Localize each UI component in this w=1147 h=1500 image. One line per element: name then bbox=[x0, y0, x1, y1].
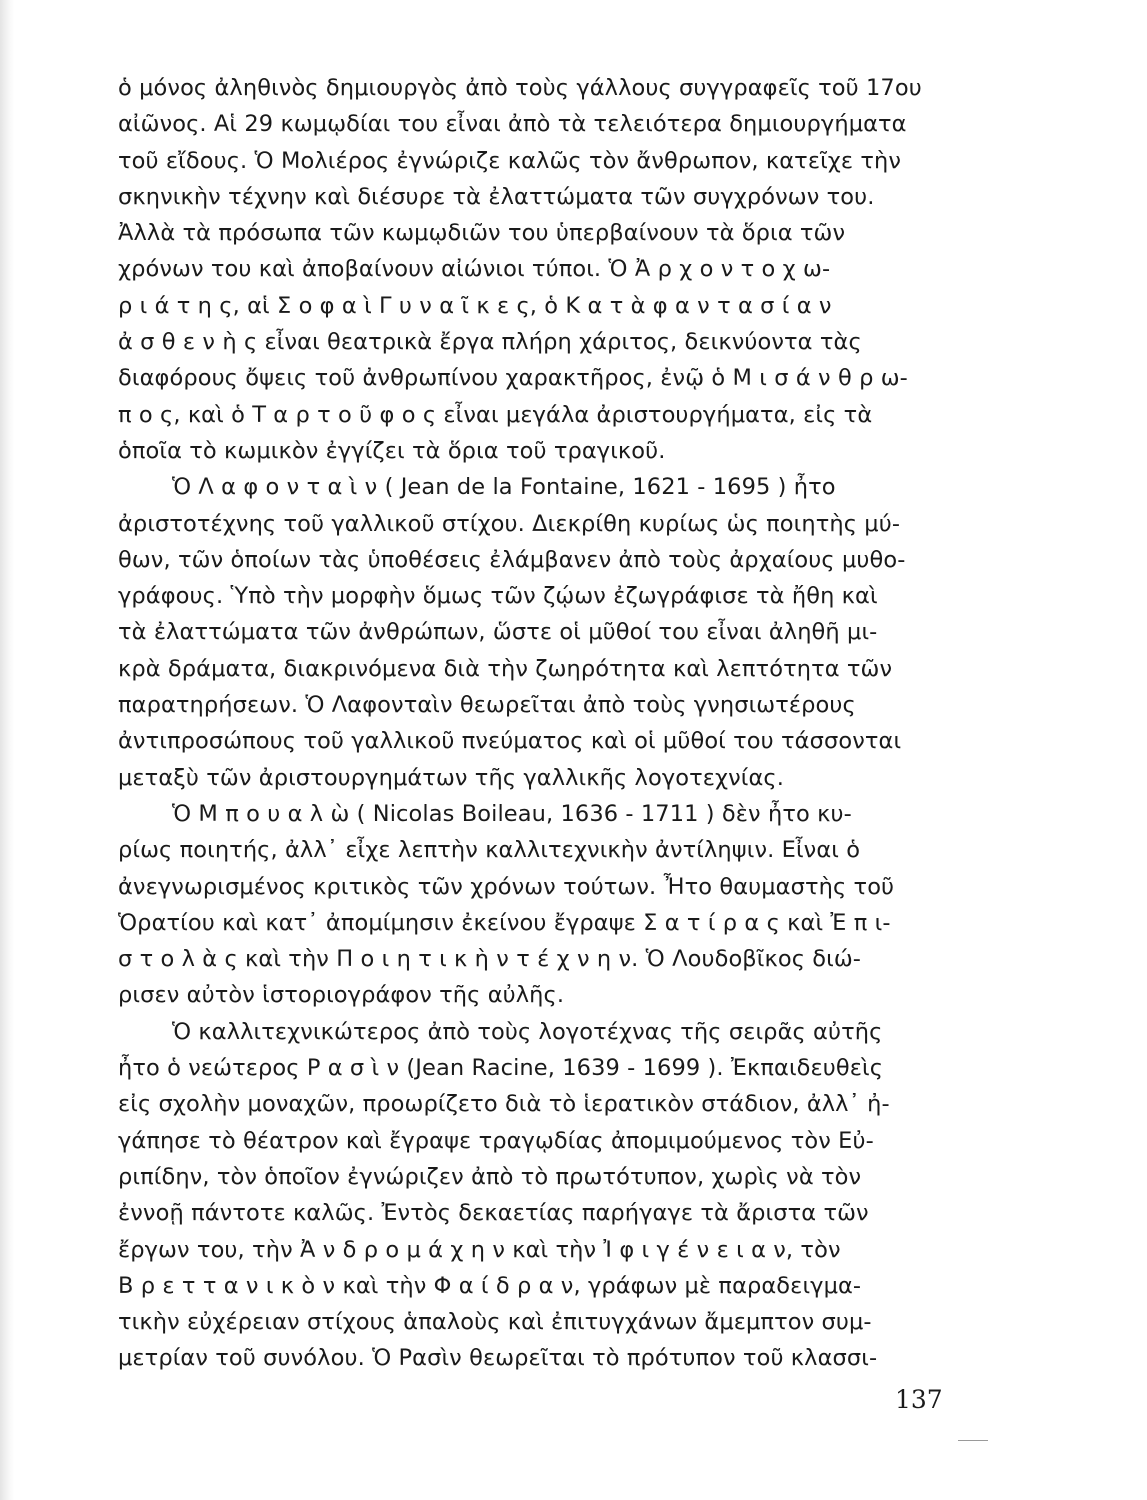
text-line: ρίως ποιητής, ἀλλ᾽ εἶχε λεπτὴν καλλιτεχνικὴν ἀντίληψιν. Εἶναι ὁ bbox=[118, 837, 861, 864]
text-line: γράφους. Ὑπὸ τὴν μορφὴν ὅμως τῶν ζῴων ἐζωγράφισε τὰ ἤθη καὶ bbox=[118, 583, 878, 610]
corner-mark bbox=[958, 1440, 988, 1441]
text-line: ἀνεγνωρισμένος κριτικὸς τῶν χρόνων τούτων. Ἦτο θαυμαστὴς τοῦ bbox=[118, 873, 895, 900]
text-line: ρ ι ά τ η ς, αἱ Σ ο φ α ὶ Γ υ ν α ῖ κ ε ς, ὁ Κ α τ ὰ φ α ν τ α σ ί α ν bbox=[118, 292, 832, 319]
text-line: γάπησε τὸ θέατρον καὶ ἔγραψε τραγῳδίας ἀπομιμούμενος τὸν Εὐ- bbox=[118, 1127, 874, 1154]
text-line: ὁποῖα τὸ κωμικὸν ἐγγίζει τὰ ὅρια τοῦ τραγικοῦ. bbox=[118, 437, 666, 464]
text-line: Ἀλλὰ τὰ πρόσωπα τῶν κωμῳδιῶν του ὑπερβαίνουν τὰ ὅρια τῶν bbox=[118, 220, 846, 247]
text-line: σ τ ο λ ὰ ς καὶ τὴν Π ο ι η τ ι κ ὴ ν τ έ χ ν η ν. Ὁ Λουδοβῖκος διώ- bbox=[118, 946, 862, 973]
text-line: θων, τῶν ὁποίων τὰς ὑποθέσεις ἐλάμβανεν ἀπὸ τοὺς ἀρχαίους μυθο- bbox=[118, 546, 906, 573]
text-line: τικὴν εὐχέρειαν στίχους ἁπαλοὺς καὶ ἐπιτυγχάνων ἄμεμπτον συμ- bbox=[118, 1309, 872, 1336]
paragraph-start-line: Ὁ Λ α φ ο ν τ α ὶ ν ( Jean de la Fontaine, 1621 - 1695 ) ἦτο bbox=[172, 474, 836, 501]
text-line: ριπίδην, τὸν ὁποῖον ἐγνώριζεν ἀπὸ τὸ πρωτότυπον, χωρὶς νὰ τὸν bbox=[118, 1163, 862, 1190]
paragraph-start-line: Ὁ Μ π ο υ α λ ὼ ( Nicolas Boileau, 1636 - 1711 ) δὲν ἦτο κυ- bbox=[172, 800, 852, 827]
text-line: χρόνων του καὶ ἀποβαίνουν αἰώνιοι τύποι. Ὁ Ἀ ρ χ ο ν τ ο χ ω- bbox=[118, 256, 831, 283]
text-line: ρισεν αὐτὸν ἱστοριογράφον τῆς αὐλῆς. bbox=[118, 982, 565, 1009]
text-line: μεταξὺ τῶν ἀριστουργημάτων τῆς γαλλικῆς λογοτεχνίας. bbox=[118, 764, 784, 791]
text-line: ἐννοῇ πάντοτε καλῶς. Ἐντὸς δεκαετίας παρήγαγε τὰ ἄριστα τῶν bbox=[118, 1200, 869, 1227]
page-body bbox=[118, 70, 960, 1377]
text-line: ἀ σ θ ε ν ὴ ς εἶναι θεατρικὰ ἔργα πλήρη χάριτος, δεικνύοντα τὰς bbox=[118, 329, 862, 356]
text-line: διαφόρους ὄψεις τοῦ ἀνθρωπίνου χαρακτῆρος, ἐνῷ ὁ Μ ι σ ά ν θ ρ ω- bbox=[118, 365, 908, 392]
text-line: τὰ ἐλαττώματα τῶν ἀνθρώπων, ὥστε οἱ μῦθοί του εἶναι ἀληθῆ μι- bbox=[118, 619, 878, 646]
text-line: εἰς σχολὴν μοναχῶν, προωρίζετο διὰ τὸ ἱερατικὸν στάδιον, ἀλλ᾽ ἠ- bbox=[118, 1091, 890, 1118]
text-line: κρὰ δράματα, διακρινόμενα διὰ τὴν ζωηρότητα καὶ λεπτότητα τῶν bbox=[118, 655, 893, 682]
text-line: ἀριστοτέχνης τοῦ γαλλικοῦ στίχου. Διεκρίθη κυρίως ὡς ποιητὴς μύ- bbox=[118, 510, 901, 537]
text-line: π ο ς, καὶ ὁ Τ α ρ τ ο ῦ φ ο ς εἶναι μεγάλα ἀριστουργήματα, εἰς τὰ bbox=[118, 401, 873, 428]
text-line: παρατηρήσεων. Ὁ Λαφονταὶν θεωρεῖται ἀπὸ τοὺς γνησιωτέρους bbox=[118, 692, 856, 719]
text-line: ὁ μόνος ἀληθινὸς δημιουργὸς ἀπὸ τοὺς γάλλους συγγραφεῖς τοῦ 17ου bbox=[118, 75, 922, 101]
text-line: ἦτο ὁ νεώτερος Ρ α σ ὶ ν (Jean Racine, 1639 - 1699 ). Ἐκπαιδευθεὶς bbox=[118, 1055, 884, 1082]
page-number: 137 bbox=[895, 1385, 943, 1414]
text-line: Ὁρατίου καὶ κατ᾽ ἀπομίμησιν ἐκείνου ἔγραψε Σ α τ ί ρ α ς καὶ Ἐ π ι- bbox=[118, 909, 891, 936]
text-line: Β ρ ε τ τ α ν ι κ ὸ ν καὶ τὴν Φ α ί δ ρ α ν, γράφων μὲ παραδειγμα- bbox=[118, 1272, 862, 1299]
paragraph-start-line: Ὁ καλλιτεχνικώτερος ἀπὸ τοὺς λογοτέχνας τῆς σειρᾶς αὐτῆς bbox=[172, 1018, 883, 1045]
text-line: αἰῶνος. Αἱ 29 κωμῳδίαι του εἶναι ἀπὸ τὰ τελειότερα δημιουργήματα bbox=[118, 111, 907, 138]
text-line: μετρίαν τοῦ συνόλου. Ὁ Ρασὶν θεωρεῖται τὸ πρότυπον τοῦ κλασσι- bbox=[118, 1345, 878, 1372]
scan-edge bbox=[0, 0, 14, 1500]
text-line: σκηνικὴν τέχνην καὶ διέσυρε τὰ ἐλαττώματα τῶν συγχρόνων του. bbox=[118, 183, 875, 210]
text-line: ἔργων του, τὴν Ἀ ν δ ρ ο μ ά χ η ν καὶ τὴν Ἰ φ ι γ έ ν ε ι α ν, τὸν bbox=[118, 1236, 841, 1263]
text-line: τοῦ εἴδους. Ὁ Μολιέρος ἐγνώριζε καλῶς τὸν ἄνθρωπον, κατεῖχε τὴν bbox=[118, 147, 902, 174]
text-line: ἀντιπροσώπους τοῦ γαλλικοῦ πνεύματος καὶ οἱ μῦθοί του τάσσονται bbox=[118, 728, 902, 755]
